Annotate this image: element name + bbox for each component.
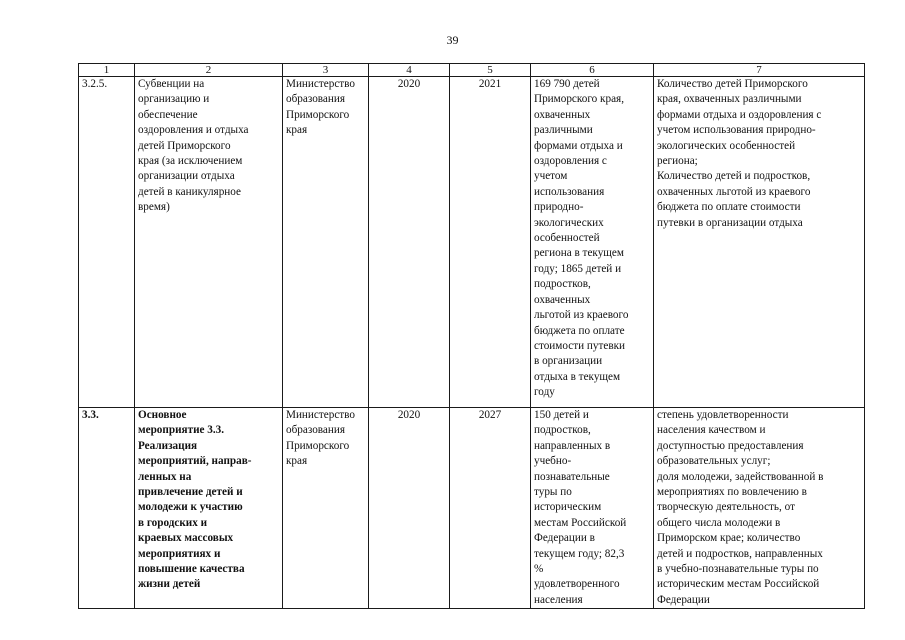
start-year: 2020 (369, 408, 450, 609)
row-number: 3.2.5. (79, 77, 135, 408)
end-year: 2027 (450, 408, 531, 609)
header-row (79, 64, 865, 77)
activity-name: Основное мероприятие 3.3. Реализация мероприятий, направ- ленных на привлечение детей и молодежи к участию в городских и краевых массовых мероприятиях и повышение качества жизни детей (138, 409, 252, 591)
indicators: Количество детей Приморского края, охваченных различными формами отдыха и оздоровления с учетом использования природно- экологических особенностей региона; Количество детей и подростков, охваченных льготой из краевого бюджета по оплате стоимости путевки в организации отдыха (657, 78, 822, 229)
column-header-5: 5 (450, 64, 531, 77)
table-row (79, 77, 865, 408)
row-number: 3.3. (79, 408, 135, 609)
end-year: 2021 (450, 77, 531, 408)
column-header-7: 7 (654, 64, 865, 77)
column-header-3: 3 (283, 64, 369, 77)
executor: Министерство образования Приморского края (286, 409, 355, 468)
activity-name: Субвенции на организацию и обеспечение оздоровления и отдыха детей Приморского края (за исключением организации отдыха детей в каникулярное время) (138, 78, 249, 214)
column-header-4: 4 (369, 64, 450, 77)
program-table (78, 63, 865, 609)
table-row (79, 408, 865, 609)
start-year: 2020 (369, 77, 450, 408)
executor: Министерство образования Приморского края (286, 78, 355, 137)
column-header-6: 6 (531, 64, 654, 77)
expected-result: 169 790 детей Приморского края, охваченных различными формами отдыха и оздоровления с учетом использования природно- экологических особенностей региона в текущем году; 1865 детей и подростков, охваченных льготой из краевого бюджета по оплате стоимости путевки в организации отдыха в текущем году (534, 78, 629, 399)
column-header-2: 2 (135, 64, 283, 77)
page-number: 39 (446, 33, 459, 47)
indicators: степень удовлетворенности населения качеством и доступностью предоставления образовательных услуг; доля молодежи, задействованной в мероприятиях по вовлечению в творческую деятельность, от общего числа молодежи в Приморском крае; количество детей и подростков, направленных в учебно-познавательные туры по историческим местам Российской Федерации (657, 409, 824, 606)
expected-result: 150 детей и подростков, направленных в учебно- познавательные туры по историческим местам Российской Федерации в текущем году; 82,3 % удовлетворенного населения (534, 409, 627, 606)
column-header-1: 1 (79, 64, 135, 77)
